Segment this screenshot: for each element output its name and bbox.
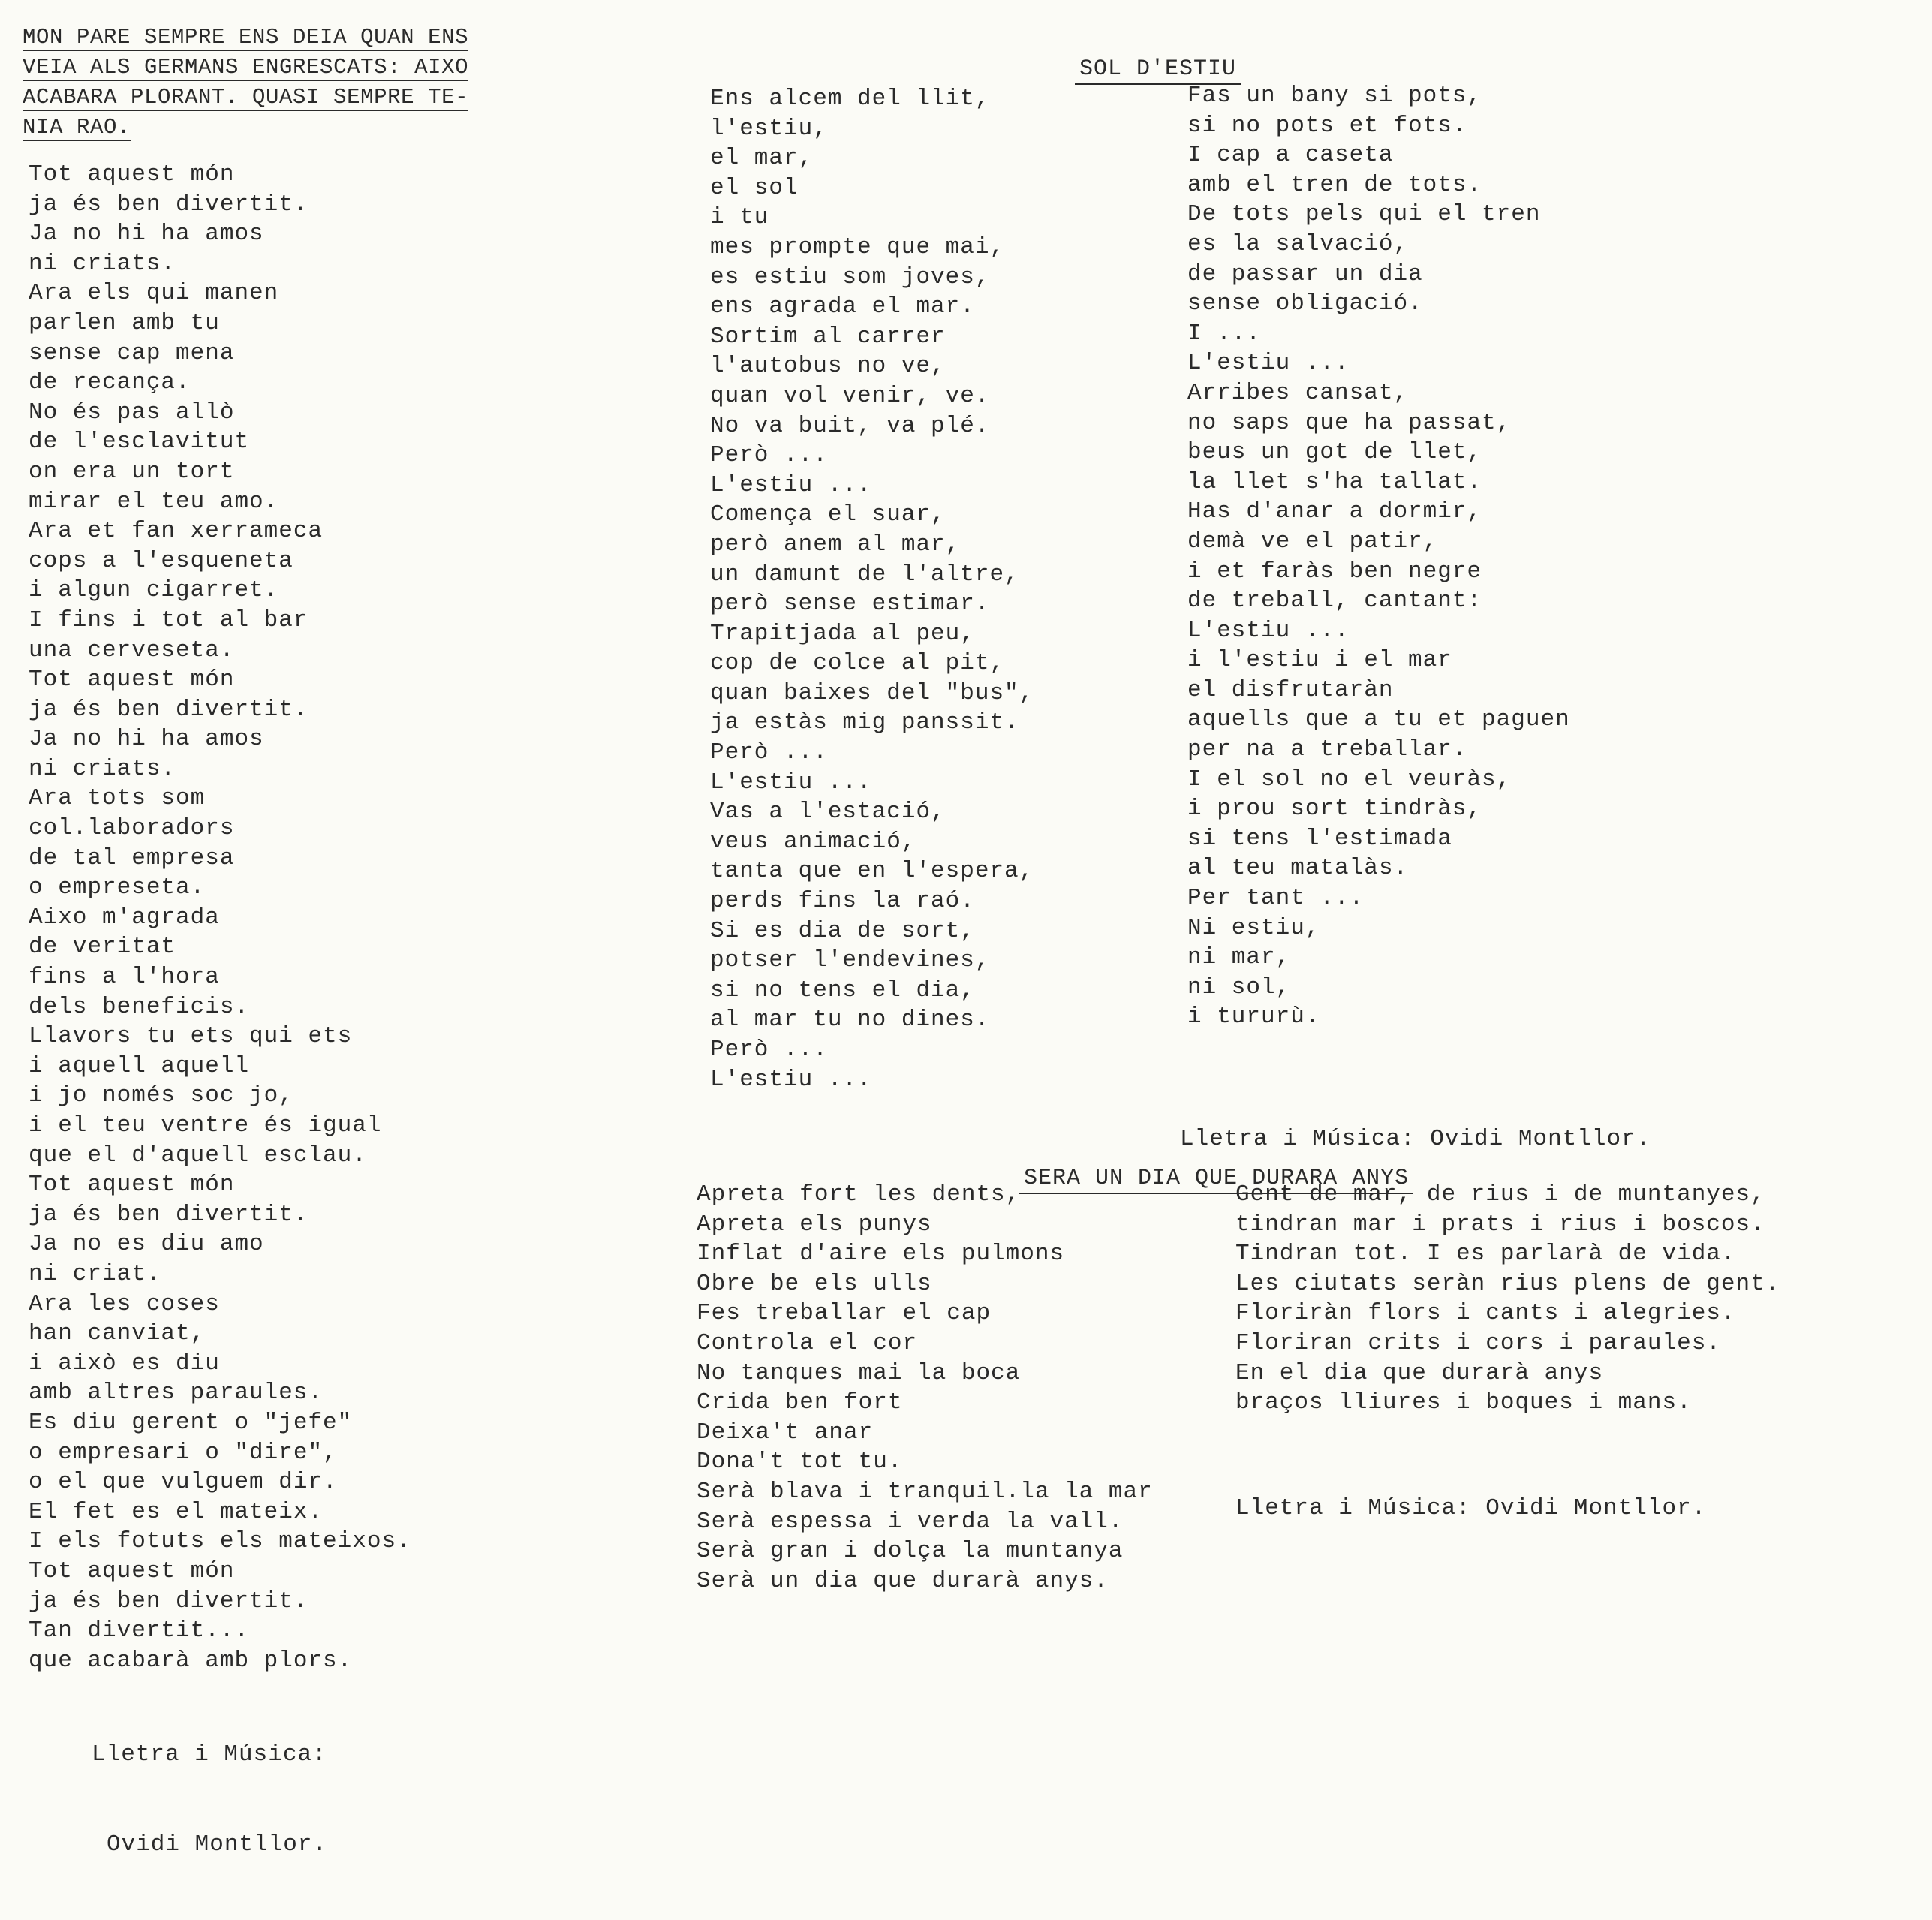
lyric-line: quan baixes del "bus", xyxy=(710,679,1034,706)
lyric-line: ja és ben divertit. xyxy=(29,1587,308,1615)
lyric-line: han canviat, xyxy=(29,1320,206,1347)
header-line: MON PARE SEMPRE ENS DEIA QUAN ENS xyxy=(23,25,469,50)
lyric-line: I fins i tot al bar xyxy=(29,606,308,633)
lyric-line: I el sol no el veuràs, xyxy=(1187,766,1512,793)
lyric-line: No tanques mai la boca xyxy=(697,1359,1021,1386)
lyric-line: L'estiu ... xyxy=(1187,350,1350,377)
lyric-line: Ara tots som xyxy=(29,785,206,812)
lyric-line: i el teu ventre és igual xyxy=(29,1112,382,1139)
lyric-line: I cap a caseta xyxy=(1187,142,1394,169)
lyric-line: Serà gran i dolça la muntanya xyxy=(697,1538,1124,1565)
lyric-line: Floriran crits i cors i paraules. xyxy=(1235,1329,1721,1356)
lyric-line: però anem al mar, xyxy=(710,531,961,558)
lyric-line: el disfrutaràn xyxy=(1187,676,1394,703)
lyric-line: o empresari o "dire", xyxy=(29,1439,338,1466)
lyric-line: Llavors tu ets qui ets xyxy=(29,1023,353,1050)
lyric-line: l'autobus no ve, xyxy=(710,353,946,380)
lyric-line: Tot aquest món xyxy=(29,1557,235,1584)
lyric-line: Floriràn flors i cants i alegries. xyxy=(1235,1300,1736,1327)
lyric-line: si no tens el dia, xyxy=(710,977,975,1004)
lyric-line: Trapitjada al peu, xyxy=(710,620,975,647)
lyric-line: dels beneficis. xyxy=(29,993,250,1020)
lyric-line: Crida ben fort xyxy=(697,1389,903,1416)
lyric-line: ja és ben divertit. xyxy=(29,1201,308,1228)
left-song-credit xyxy=(92,1680,327,1920)
sera-un-dia-column-1 xyxy=(697,1180,1153,1596)
lyric-line: un damunt de l'altre, xyxy=(710,561,1019,588)
lyric-line: parlen amb tu xyxy=(29,309,220,336)
lyric-line: Fes treballar el cap xyxy=(697,1300,992,1327)
lyric-line: Comença el suar, xyxy=(710,501,946,528)
lyric-line: quan vol venir, ve. xyxy=(710,382,990,409)
sera-un-dia-column-2 xyxy=(1235,1180,1780,1418)
lyric-line: que el d'aquell esclau. xyxy=(29,1142,367,1169)
lyric-line: Tot aquest món xyxy=(29,667,235,694)
lyric-line: Tot aquest món xyxy=(29,161,235,188)
lyric-line: i això es diu xyxy=(29,1350,220,1377)
sera-un-dia-title: SERA UN DIA QUE DURARA ANYS xyxy=(962,1138,1413,1219)
lyric-line: Inflat d'aire els pulmons xyxy=(697,1241,1065,1268)
lyric-line: de recança. xyxy=(29,369,191,396)
lyric-line: o el que vulguem dir. xyxy=(29,1469,338,1496)
lyric-line: ni criats. xyxy=(29,250,176,277)
lyric-line: I els fotuts els mateixos. xyxy=(29,1528,411,1555)
lyric-line: i et faràs ben negre xyxy=(1187,558,1482,585)
lyric-line: ja és ben divertit. xyxy=(29,696,308,723)
lyric-line: demà ve el patir, xyxy=(1187,528,1438,555)
header-line: NIA RAO. xyxy=(23,115,131,140)
lyric-line: el sol xyxy=(710,174,799,201)
lyric-line: ni sol, xyxy=(1187,974,1291,1001)
lyric-line: ni mar, xyxy=(1187,944,1291,971)
lyric-line: Per tant ... xyxy=(1187,885,1365,912)
lyric-line: Has d'anar a dormir, xyxy=(1187,498,1482,525)
sol-estiu-title: SOL D'ESTIU xyxy=(1018,29,1241,110)
lyric-line: aquells que a tu et paguen xyxy=(1187,706,1570,733)
lyric-line: De tots pels qui el tren xyxy=(1187,201,1541,228)
lyric-line: Tot aquest món xyxy=(29,1172,235,1199)
lyric-line: En el dia que durarà anys xyxy=(1235,1359,1604,1386)
credit-line: Lletra i Música: xyxy=(92,1741,327,1768)
lyric-line: ja estàs mig panssit. xyxy=(710,709,1019,736)
lyric-line: la llet s'ha tallat. xyxy=(1187,468,1482,495)
lyric-line: Aixo m'agrada xyxy=(29,904,220,931)
lyric-line: ni criat. xyxy=(29,1260,161,1287)
lyric-line: amb altres paraules. xyxy=(29,1380,324,1407)
lyric-line: Apreta els punys xyxy=(697,1211,932,1238)
lyric-line: i algun cigarret. xyxy=(29,577,279,604)
lyric-line: sense obligació. xyxy=(1187,290,1423,317)
lyric-line: No va buit, va plé. xyxy=(710,412,990,439)
credit-line: Ovidi Montllor. xyxy=(107,1831,328,1858)
header-line: VEIA ALS GERMANS ENGRESCATS: AIXO xyxy=(23,55,469,80)
sol-estiu-column-2 xyxy=(1187,81,1570,1032)
lyric-line: i prou sort tindràs, xyxy=(1187,796,1482,823)
lyric-line: Sortim al carrer xyxy=(710,323,946,350)
lyric-line: Gent de mar, de rius i de muntanyes, xyxy=(1235,1181,1765,1208)
lyric-line: Vas a l'estació, xyxy=(710,799,946,826)
lyric-line: es la salvació, xyxy=(1187,230,1409,257)
lyric-line: El fet es el mateix. xyxy=(29,1498,324,1525)
lyric-line: Serà blava i tranquil.la la mar xyxy=(697,1478,1153,1505)
lyric-line: ni criats. xyxy=(29,755,176,782)
lyric-line: veus animació, xyxy=(710,828,916,855)
lyric-line: si no pots et fots. xyxy=(1187,112,1467,139)
lyric-line: de l'esclavitut xyxy=(29,429,250,456)
lyric-line: de tal empresa xyxy=(29,844,235,871)
lyric-line: sense cap mena xyxy=(29,339,235,366)
lyric-line: que acabarà amb plors. xyxy=(29,1647,353,1674)
lyric-line: Però ... xyxy=(710,739,828,766)
lyric-line: fins a l'hora xyxy=(29,964,220,991)
lyric-line: Ja no hi ha amos xyxy=(29,726,264,753)
lyric-line: però sense estimar. xyxy=(710,591,990,618)
lyric-line: Apreta fort les dents, xyxy=(697,1181,1021,1208)
lyric-line: de treball, cantant: xyxy=(1187,588,1482,615)
lyric-line: tindran mar i prats i rius i boscos. xyxy=(1235,1211,1765,1238)
lyric-line: es estiu som joves, xyxy=(710,263,990,290)
lyric-line: cop de colce al pit, xyxy=(710,650,1005,677)
lyric-line: i tu xyxy=(710,204,769,231)
lyric-line: Es diu gerent o "jefe" xyxy=(29,1409,353,1436)
lyric-line: cops a l'esqueneta xyxy=(29,547,293,574)
lyric-line: Arribes cansat, xyxy=(1187,379,1409,406)
lyric-line: Ens alcem del llit, xyxy=(710,86,990,112)
lyric-line: i aquell aquell xyxy=(29,1052,250,1079)
lyric-line: on era un tort xyxy=(29,458,235,485)
lyric-line: beus un got de llet, xyxy=(1187,439,1482,466)
lyric-line: mirar el teu amo. xyxy=(29,488,279,515)
sera-un-dia-credit: Lletra i Música: Ovidi Montllor. xyxy=(1235,1495,1707,1521)
lyric-line: col.laboradors xyxy=(29,815,235,842)
lyric-line: Tindran tot. I es parlarà de vida. xyxy=(1235,1241,1736,1268)
lyric-line: Deixa't anar xyxy=(697,1419,874,1446)
left-song-header xyxy=(23,26,548,146)
lyric-line: Tan divertit... xyxy=(29,1618,250,1645)
header-line: ACABARA PLORANT. QUASI SEMPRE TE- xyxy=(23,85,469,110)
lyric-line: Però ... xyxy=(710,1037,828,1063)
lyric-line: ja és ben divertit. xyxy=(29,191,308,218)
lyric-line: L'estiu ... xyxy=(1187,617,1350,644)
lyric-line: Les ciutats seràn rius plens de gent. xyxy=(1235,1270,1780,1297)
lyric-line: mes prompte que mai, xyxy=(710,233,1005,260)
lyric-line: Ja no es diu amo xyxy=(29,1231,264,1258)
left-song-lyrics xyxy=(29,160,411,1675)
lyric-line: al teu matalàs. xyxy=(1187,855,1409,882)
sol-estiu-credit: Lletra i Música: Ovidi Montllor. xyxy=(1180,1126,1651,1152)
sol-estiu-column-1 xyxy=(710,84,1034,1094)
lyric-line: Controla el cor xyxy=(697,1329,918,1356)
lyric-line: tanta que en l'espera, xyxy=(710,858,1034,885)
lyric-line: amb el tren de tots. xyxy=(1187,171,1482,198)
lyric-line: i jo només soc jo, xyxy=(29,1082,293,1109)
lyric-line: o empreseta. xyxy=(29,874,206,901)
lyric-line: perds fins la raó. xyxy=(710,888,975,915)
lyric-line: i l'estiu i el mar xyxy=(1187,647,1452,674)
lyric-line: Serà un dia que durarà anys. xyxy=(697,1567,1109,1594)
lyric-line: de passar un dia xyxy=(1187,260,1423,287)
lyric-line: Però ... xyxy=(710,442,828,469)
lyric-line: ens agrada el mar. xyxy=(710,293,975,321)
lyric-line: I ... xyxy=(1187,320,1262,347)
lyric-line: braços lliures i boques i mans. xyxy=(1235,1389,1692,1416)
lyric-line: l'estiu, xyxy=(710,115,828,142)
lyric-line: de veritat xyxy=(29,934,176,961)
lyric-line: Dona't tot tu. xyxy=(697,1449,903,1476)
lyric-line: L'estiu ... xyxy=(710,769,872,796)
lyric-line: si tens l'estimada xyxy=(1187,825,1452,852)
lyric-line: L'estiu ... xyxy=(710,1066,872,1093)
lyric-line: i tururù. xyxy=(1187,1004,1320,1031)
lyric-line: Ara et fan xerrameca xyxy=(29,518,324,545)
lyric-line: Obre be els ulls xyxy=(697,1270,932,1297)
lyric-line: el mar, xyxy=(710,145,814,172)
lyric-line: potser l'endevines, xyxy=(710,947,990,974)
lyric-line: No és pas allò xyxy=(29,399,235,426)
lyric-line: Ni estiu, xyxy=(1187,914,1320,941)
lyric-line: Ara les coses xyxy=(29,1290,220,1317)
lyric-line: no saps que ha passat, xyxy=(1187,409,1512,436)
lyric-line: Ja no hi ha amos xyxy=(29,221,264,248)
lyric-line: Fas un bany si pots, xyxy=(1187,83,1482,109)
lyric-line: Serà espessa i verda la vall. xyxy=(697,1508,1124,1535)
lyric-line: Ara els qui manen xyxy=(29,280,279,307)
lyric-line: Si es dia de sort, xyxy=(710,917,975,944)
lyric-line: L'estiu ... xyxy=(710,471,872,498)
lyric-line: per na a treballar. xyxy=(1187,736,1467,763)
lyric-line: una cerveseta. xyxy=(29,636,235,664)
lyric-line: al mar tu no dines. xyxy=(710,1007,990,1034)
